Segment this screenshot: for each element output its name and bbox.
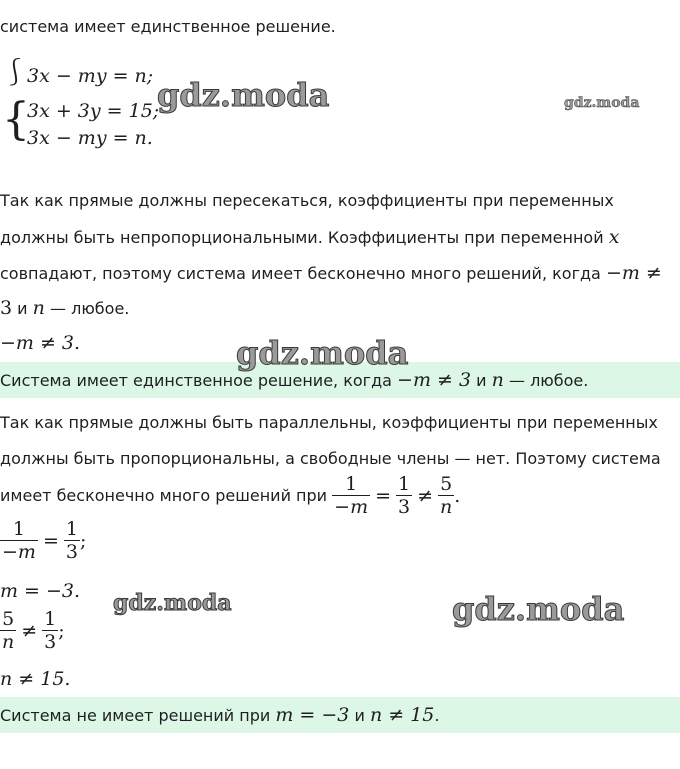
para2-f1-num: 1 [332,473,370,496]
para2-fraction-2 [396,473,412,518]
para2-end: . [454,484,461,507]
answer-2-and: и [349,706,370,725]
answer-1-and: и [471,371,492,390]
para1-line3-text: совпадают, поэтому система имеет бесконечно много решений, когда [0,264,606,283]
answer-2-math-1: m = −3 [275,704,350,726]
equation-c [0,608,65,653]
watermark-4: gdz.moda [113,590,232,616]
para2-neq: ≠ [417,484,434,507]
brace-bottom: { [2,94,30,145]
para1-line4 [0,297,129,320]
eq-b-math: m = −3. [0,580,81,602]
eq-a-fraction-2 [64,518,80,563]
answer-1-math-1: −m ≠ 3 [397,369,472,391]
para2-f2-num: 1 [398,473,411,495]
equation-a [0,518,86,563]
answer-1-math-2: n [491,369,504,391]
para1-line1: Так как прямые должны пересекаться, коэффициенты при переменных [0,191,614,210]
brace-top: ⎰ [2,58,29,88]
condition-1 [0,332,80,355]
watermark-5: gdz.moda [452,590,625,628]
answer-2 [0,704,440,727]
watermark-3: gdz.moda [236,334,409,372]
para2-line3-text: имеет бесконечно много решений при [0,486,328,505]
eq-a-op: = [42,529,59,552]
system-eq-1: 3x − my = n; [27,65,154,87]
eq-c-den2: 3 [44,631,57,653]
watermark-1: gdz.moda [157,76,330,114]
para2-f2-den: 3 [398,496,411,518]
para1-line4-and: и [12,299,33,318]
eq-c-num1: 5 [0,608,16,631]
answer-1-text: Система имеет единственное решение, когда [0,371,398,390]
para1-line4-math-b: n [32,297,45,319]
para1-line2 [0,226,619,249]
para2-f3-num: 5 [438,473,454,496]
para1-line4-math-a: 3 [0,297,13,319]
para1-line3 [0,262,662,285]
watermark-2: gdz.moda [564,95,640,111]
eq-a-num1: 1 [0,518,38,541]
eq-a-fraction-1 [0,518,38,563]
eq-c-end: ; [58,619,65,642]
eq-a-den2: 3 [65,541,78,563]
system-eq-3: 3x − my = n. [27,127,153,149]
intro-text: система имеет единственное решение. [0,17,336,36]
para2-f3-den: n [440,496,453,518]
eq-a-num2: 1 [65,518,78,540]
para2-line1: Так как прямые должны быть параллельны, коэффициенты при переменных [0,413,658,432]
equation-d [0,668,70,691]
eq-c-num2: 1 [44,608,57,630]
para1-line2-text: должны быть непропорциональными. Коэффициенты при переменной [0,228,609,247]
eq-a-end: ; [79,529,87,552]
para1-line3-math: −m ≠ [605,262,662,284]
eq-d-math: n ≠ 15. [0,668,71,690]
para1-line4-tail: — любое. [44,299,130,318]
answer-2-text: Система не имеет решений при [0,706,276,725]
eq-c-op: ≠ [21,619,38,642]
para2-eq: = [375,484,392,507]
para1-var-x: x [608,226,620,248]
eq-a-den1: −m [2,541,36,563]
answer-1 [0,369,588,392]
equation-b [0,580,80,603]
para2-fraction-3 [438,473,454,518]
condition-1-math: −m ≠ 3. [0,332,81,354]
eq-c-fraction-2 [42,608,58,653]
para2-fraction-1 [332,473,370,518]
eq-c-fraction-1 [0,608,16,653]
answer-2-math-2: n ≠ 15 [369,704,435,726]
para2-f1-den: −m [334,496,369,518]
answer-2-end: . [434,706,440,725]
answer-1-tail: — любое. [503,371,589,390]
eq-c-den1: n [2,631,15,653]
para2-line2: должны быть пропорциональны, а свободные члены — нет. Поэтому система [0,449,661,468]
system-eq-2: 3x + 3y = 15; [27,100,160,122]
para2-line3 [0,473,460,518]
